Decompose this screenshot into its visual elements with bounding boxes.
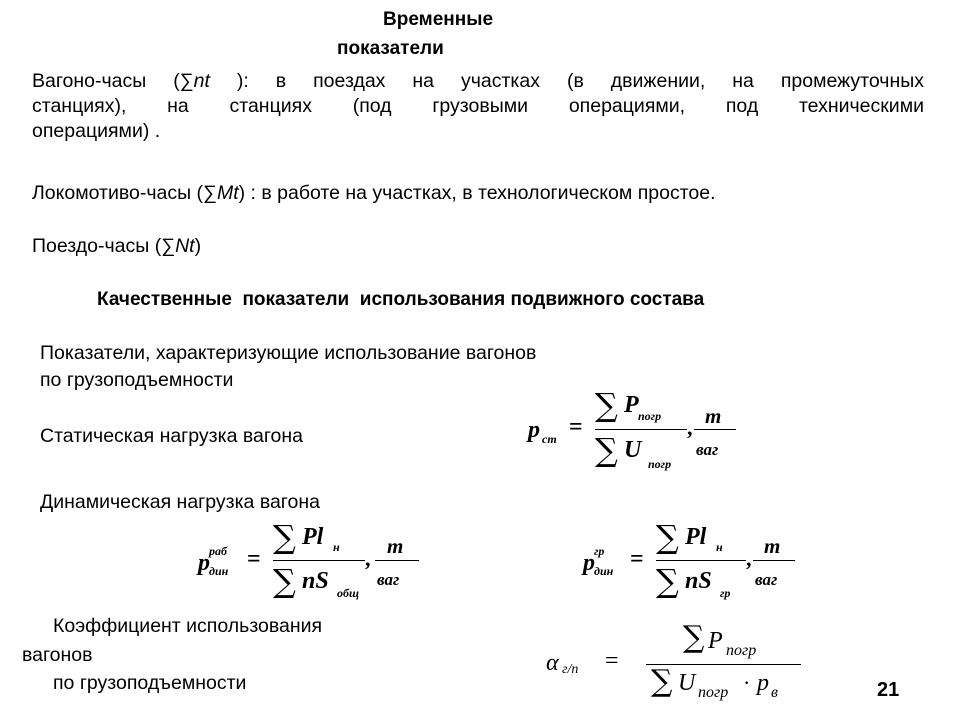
dyn2-comma: , [746, 546, 752, 571]
capacity-intro-line-1: Показатели, характеризующие использование вагонов [40, 342, 537, 364]
dyn2-num-Pl: Pl [685, 524, 707, 550]
static-den-U: U [624, 437, 642, 463]
dynamic-work-formula [195, 518, 435, 613]
static-lhs-sub: ст [542, 432, 557, 446]
coef-lhs-sub: г/п [562, 662, 579, 677]
coef-den-sub: погр [698, 684, 729, 701]
coef-den-sum: ∑ [651, 664, 673, 699]
dynamic-gross-formula [580, 518, 820, 613]
wagon-hours-line-2: станциях), на станциях (под грузовыми операциями, под техническими [32, 95, 924, 117]
static-den-sum: ∑ [595, 431, 618, 469]
dyn2-num-sub: н [716, 540, 723, 554]
static-unit-wag: ваг [696, 440, 719, 459]
coef-den-p-sub: в [771, 684, 778, 701]
static-num-sum: ∑ [595, 386, 618, 424]
dyn2-unit-line [753, 560, 795, 561]
wagon-hours-line-1: Вагоно-часы (∑nt ): в поездах на участках (в движении, на промежуточных [32, 70, 924, 92]
loco-hours-line: Локомотиво-часы (∑Mt) : в работе на участках, в технологическом простое. [32, 182, 716, 204]
coef-lhs: α [546, 650, 559, 676]
dyn1-unit-t: т [387, 534, 404, 558]
dyn2-den-nS: nS [685, 568, 712, 594]
dyn1-den-nS: nS [302, 568, 329, 594]
dyn1-unit-wag: ваг [377, 570, 400, 589]
static-fraction-line [595, 429, 687, 430]
coefficient-label-line-1: Коэффициент использования [53, 615, 323, 637]
dyn2-unit-wag: ваг [755, 570, 778, 589]
dyn1-num-sub: н [333, 540, 340, 554]
wagon-hours-paragraph [32, 69, 924, 144]
dyn1-num-sum: ∑ [273, 518, 296, 556]
static-load-label: Статическая нагрузка вагона [40, 425, 303, 447]
dyn1-lhs-sub: дин [209, 564, 229, 578]
dyn1-eq: = [247, 546, 261, 572]
dyn1-num-Pl: Pl [302, 524, 324, 550]
dyn1-den-sub: общ [337, 586, 359, 600]
static-comma: , [687, 415, 693, 440]
dyn1-fraction-line [273, 560, 365, 561]
dyn2-unit-t: т [764, 534, 781, 558]
coef-den-U: U [678, 670, 696, 696]
static-unit-line [694, 429, 736, 430]
static-num-P: P [624, 392, 639, 418]
title-line-1: Временные [383, 9, 494, 30]
coef-den-p: p [757, 670, 769, 696]
dyn2-den-sum: ∑ [656, 562, 679, 600]
static-den-sub: погр [648, 457, 672, 471]
coefficient-label-line-2: вагонов [22, 644, 93, 666]
static-unit-t: т [705, 404, 722, 428]
dyn2-eq: = [630, 546, 644, 572]
dyn2-lhs: p [583, 550, 595, 576]
coef-num-sub: погр [726, 642, 757, 659]
wagon-hours-line-3: операциями) . [32, 120, 161, 142]
coefficient-label-line-3: по грузоподъемности [53, 672, 247, 694]
static-lhs: p [528, 417, 540, 443]
dyn2-fraction-line [656, 560, 746, 561]
page-number: 21 [877, 679, 900, 701]
dyn1-lhs-sup: раб [209, 544, 227, 558]
title-line-2: показатели [337, 38, 444, 59]
dyn1-unit-line [375, 560, 419, 561]
coef-dot: · [743, 670, 751, 695]
static-eq: = [569, 414, 583, 440]
static-load-formula [525, 385, 765, 480]
dyn2-lhs-sup: гр [594, 544, 605, 558]
capacity-intro-line-2: по грузоподъемности [40, 369, 234, 391]
train-hours-line: Поездо-часы (∑Nt) [32, 235, 202, 257]
dyn2-den-sub: гр [720, 586, 731, 600]
dyn1-den-sum: ∑ [273, 562, 296, 600]
coef-num-sum: ∑ [683, 620, 705, 655]
coefficient-formula [543, 620, 823, 715]
dynamic-load-label: Динамическая нагрузка вагона [40, 491, 320, 513]
static-num-sub: погр [638, 409, 662, 423]
quality-heading: Качественные показатели использования подвижного состава [97, 289, 705, 310]
dyn2-lhs-sub: дин [594, 564, 614, 578]
coef-eq: = [605, 648, 619, 674]
dyn1-comma: , [365, 546, 371, 571]
dyn2-num-sum: ∑ [656, 518, 679, 556]
coef-num-P: P [708, 628, 723, 654]
dyn1-lhs: p [198, 550, 210, 576]
